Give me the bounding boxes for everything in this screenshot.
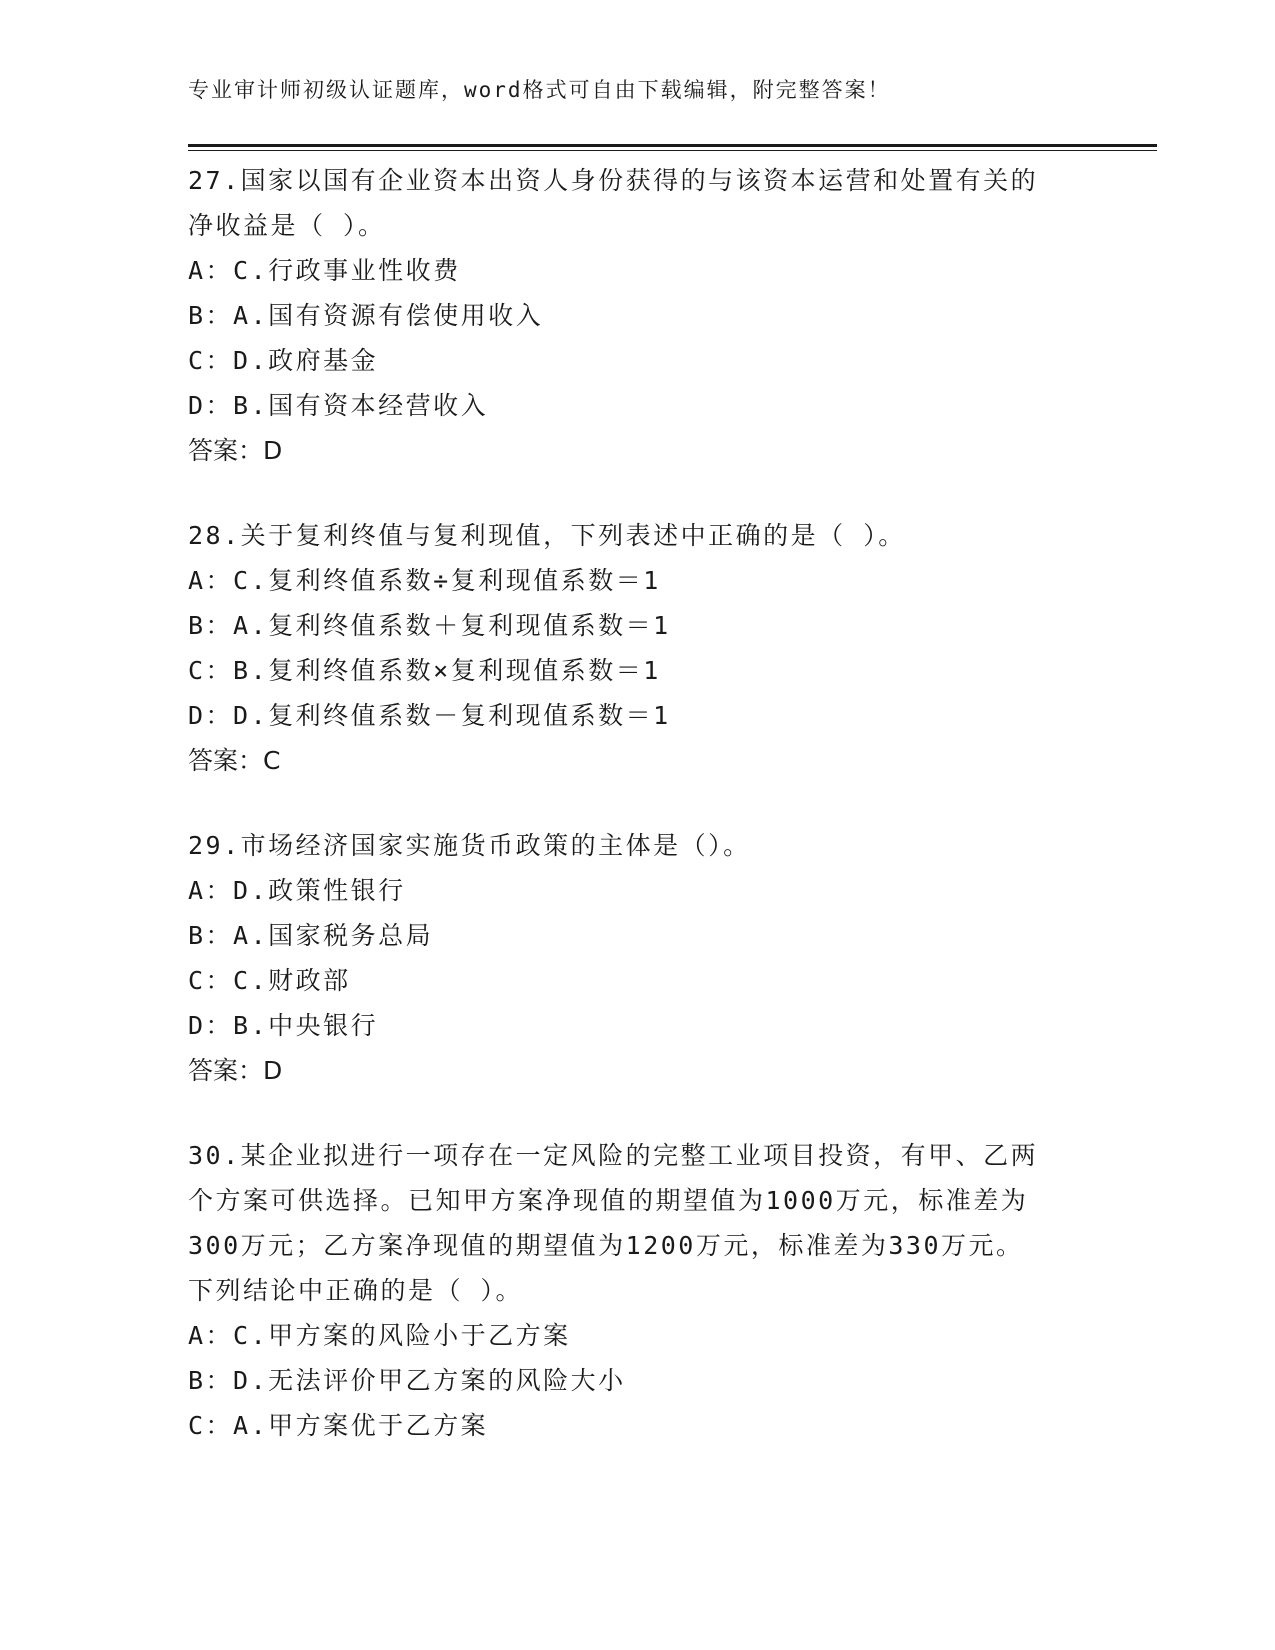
question-29 (188, 823, 1088, 1093)
option-b: B：D.无法评价甲乙方案的风险大小 (188, 1366, 626, 1395)
question-list (188, 158, 1088, 1488)
question-stem-line: 30.某企业拟进行一项存在一定风险的完整工业项目投资，有甲、乙两 (188, 1141, 1039, 1170)
option-a: A：C.甲方案的风险小于乙方案 (188, 1321, 571, 1350)
question-28 (188, 513, 1088, 783)
option-c: C：D.政府基金 (188, 346, 379, 375)
question-stem-line: 净收益是（ ）。 (188, 211, 386, 240)
option-b: B：A.复利终值系数＋复利现值系数＝1 (188, 611, 671, 640)
option-c: C：C.财政部 (188, 966, 351, 995)
option-c: C：B.复利终值系数×复利现值系数＝1 (188, 656, 661, 685)
answer-label: 答案：D (188, 436, 283, 465)
option-d: D：D.复利终值系数－复利现值系数＝1 (188, 701, 671, 730)
question-stem-line: 28.关于复利终值与复利现值，下列表述中正确的是（ ）。 (188, 521, 906, 550)
answer-label: 答案：C (188, 746, 281, 775)
page-header: 专业审计师初级认证题库，word格式可自由下载编辑，附完整答案！ (188, 78, 891, 102)
question-27 (188, 158, 1088, 473)
question-stem-line: 个方案可供选择。已知甲方案净现值的期望值为1000万元，标准差为 (188, 1186, 1029, 1215)
answer-label: 答案：D (188, 1056, 283, 1085)
option-d: D：B.国有资本经营收入 (188, 391, 489, 420)
option-a: A：D.政策性银行 (188, 876, 406, 905)
header-rule-thin (188, 150, 1157, 151)
question-stem-line: 300万元；乙方案净现值的期望值为1200万元，标准差为330万元。 (188, 1231, 1024, 1260)
option-d: D：B.中央银行 (188, 1011, 379, 1040)
option-a: A：C.复利终值系数÷复利现值系数＝1 (188, 566, 661, 595)
option-a: A：C.行政事业性收费 (188, 256, 461, 285)
option-b: B：A.国有资源有偿使用收入 (188, 301, 544, 330)
question-stem-line: 29.市场经济国家实施货币政策的主体是（）。 (188, 831, 751, 860)
header-rule-thick (188, 144, 1157, 147)
question-30 (188, 1133, 1088, 1448)
option-b: B：A.国家税务总局 (188, 921, 434, 950)
question-stem-line: 27.国家以国有企业资本出资人身份获得的与该资本运营和处置有关的 (188, 166, 1039, 195)
question-stem-line: 下列结论中正确的是（ ）。 (188, 1276, 524, 1305)
option-c: C：A.甲方案优于乙方案 (188, 1411, 489, 1440)
